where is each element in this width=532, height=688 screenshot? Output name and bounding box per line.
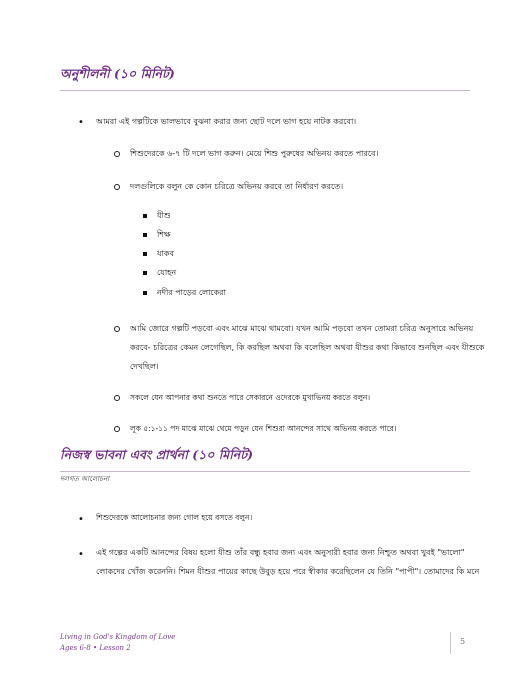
- instruction-read-luke: লূক ৫:১-১১ পদ মাঝে মাঝে থেমে পড়ুন যেন শিশুরা আনন্দের সাথে অভিনয় করতে পারে।: [130, 424, 397, 433]
- circle-bullet-icon: [114, 151, 120, 157]
- discussion-text-line2: লোকদের খোঁজ করেননি। শিমন যীশুর পায়ের কাছে উবুড় হয়ে পরে স্বীকার করেছিলেন যে তিনি "পাপী"। তোমাদের কি মনে: [96, 567, 480, 576]
- section-heading-activity: অনুশীলনী (১০ মিনিট): [60, 66, 470, 91]
- role-item: নদীর পাড়ের লোকেরা: [157, 288, 226, 297]
- footer-lesson: Ages 6-8 • Lesson 2: [60, 644, 131, 652]
- bullet-icon: •: [78, 549, 84, 560]
- footer-divider: [450, 632, 451, 654]
- role-item: যোহন: [157, 268, 177, 277]
- section-heading-reflection: নিজস্ব ভাবনা এবং প্রার্থনা (১০ মিনিট): [60, 447, 470, 472]
- bullet-icon: •: [78, 117, 84, 128]
- instruction-assign-roles: দলগুলিকে বলুন কে কোন চরিত্রে অভিনয় করবে তা নির্ধারণ করতে।: [130, 182, 344, 191]
- square-bullet-icon: [143, 291, 147, 295]
- square-bullet-icon: [143, 252, 147, 256]
- role-item: যীশু: [157, 211, 171, 220]
- square-bullet-icon: [143, 271, 147, 275]
- page-number: 5: [460, 637, 466, 646]
- bullet-icon: •: [78, 514, 84, 525]
- instruction-mime: সকলে যেন আপনার কথা শুনতে পারে সেকারনে ওদেরকে মুখাভিনয় করতে বলুন।: [130, 393, 371, 402]
- discussion-text-line1: এই গল্পের একটি আনন্দের বিষয় হলো যীশু তাঁর বন্ধু হবার জন্য এবং অনুসারী হবার জন্য নিশ্চুত অথবা খুবই "ভালো": [96, 548, 465, 557]
- instruction-divide-groups: শিশুদেরকে ৬-৭ টি দলে ভাগ করুন। মেয়ে শিশু পুরুষের অভিনয় করতে পারবে।: [130, 149, 379, 158]
- paragraph-intro: আমরা এই গল্পটিকে ভালভাবে বুঝনা করার জন্য ছোট দলে ভাগ হয়ে নাটক করবো।: [96, 117, 357, 126]
- role-item: শিক্ষ: [157, 230, 171, 239]
- footer-title: Living in God's Kingdom of Love: [60, 633, 176, 641]
- circle-bullet-icon: [114, 426, 120, 432]
- subheading-group-discussion: দলগত আলোচনা: [60, 475, 110, 483]
- square-bullet-icon: [143, 233, 147, 237]
- circle-bullet-icon: [114, 184, 120, 190]
- instruction-read-story-line1: আমি জোরে গল্পটি পড়বো এবং মাঝে মাঝে থামবো। যখন আমি পড়বো তখন তোমরা চরিত্র অনুসারে অভিনয়: [130, 324, 474, 333]
- instruction-read-story-line3: দেখছিল।: [130, 362, 159, 371]
- square-bullet-icon: [143, 214, 147, 218]
- role-item: যাকব: [157, 249, 174, 258]
- instruction-read-story-line2: করবে- চরিত্রের কেমন লেগেছিল, কি করছিল অথবা কি বলেছিল অথবা যীশুর কথা কিভাবে শুনছিল এবং যীশুকে: [130, 343, 485, 352]
- circle-bullet-icon: [114, 395, 120, 401]
- instruction-sit-circle: শিশুদেরকে আলোচনার জন্য গোল হয়ে বসতে বলুন।: [96, 513, 253, 522]
- circle-bullet-icon: [114, 326, 120, 332]
